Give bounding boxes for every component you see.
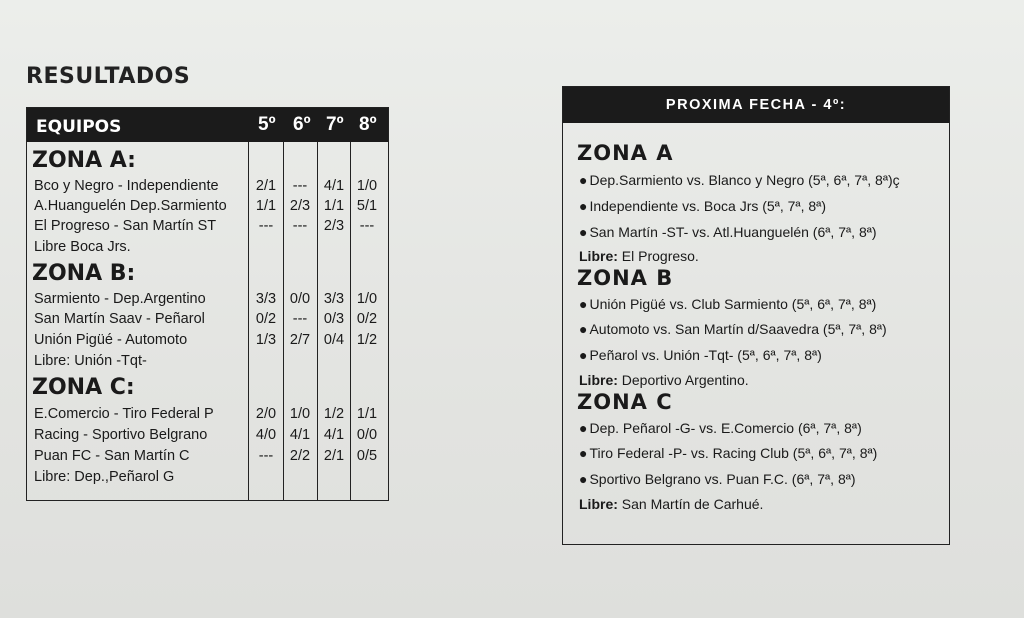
match-teams: E.Comercio - Tiro Federal P [34, 406, 214, 422]
fixture-item [579, 420, 862, 436]
zone-heading: ZONA C: [32, 375, 135, 400]
score-cell: 0/2 [255, 311, 277, 327]
table-row [27, 291, 388, 311]
bye-label: Libre: [579, 496, 618, 512]
fixture-text: Dep. Peñarol -G- vs. E.Comercio (6ª, 7ª, 8ª) [589, 420, 862, 436]
bullet-icon: ● [579, 172, 588, 188]
score-cell: --- [292, 218, 308, 234]
score-cell: 2/3 [289, 198, 311, 214]
bullet-icon: ● [579, 471, 588, 487]
score-cell: 1/0 [289, 406, 311, 422]
results-table [26, 107, 389, 501]
header-col-7: 7º [326, 114, 344, 135]
bye-team: Libre: Dep.,Peñarol G [34, 469, 175, 485]
bullet-icon: ● [579, 445, 588, 461]
table-row [27, 427, 388, 447]
score-cell: 1/3 [255, 332, 277, 348]
bye-label: Libre: [579, 248, 618, 264]
table-row [27, 311, 388, 331]
score-cell: 1/2 [356, 332, 378, 348]
fixture-item [579, 296, 876, 312]
score-cell: 2/3 [323, 218, 345, 234]
score-cell: 0/4 [323, 332, 345, 348]
score-cell: 1/1 [255, 198, 277, 214]
score-cell: 1/2 [323, 406, 345, 422]
bye-team: Deportivo Argentino. [617, 372, 749, 388]
fixture-item [579, 198, 826, 214]
score-cell: 2/2 [289, 448, 311, 464]
score-cell: --- [258, 218, 274, 234]
score-cell: 4/0 [255, 427, 277, 443]
bye-line [579, 248, 699, 264]
match-teams: El Progreso - San Martín ST [34, 218, 217, 234]
header-col-5: 5º [258, 114, 276, 135]
fixture-text: Peñarol vs. Unión -Tqt- (5ª, 6ª, 7ª, 8ª) [589, 347, 822, 363]
header-teams: EQUIPOS [36, 117, 122, 137]
score-cell: 3/3 [255, 291, 277, 307]
bullet-icon: ● [579, 321, 588, 337]
score-cell: 2/1 [323, 448, 345, 464]
score-cell: 1/1 [323, 198, 345, 214]
match-teams: Bco y Negro - Independiente [34, 178, 219, 194]
bye-label: Libre: [579, 372, 618, 388]
score-cell: 0/2 [356, 311, 378, 327]
fixture-text: Unión Pigüé vs. Club Sarmiento (5ª, 6ª, 7ª, 8ª) [589, 296, 877, 312]
table-row [27, 332, 388, 352]
bullet-icon: ● [579, 347, 588, 363]
header-col-6: 6º [293, 114, 311, 135]
zone-heading: ZONA B: [32, 261, 136, 286]
zone-heading: ZONA C [577, 390, 673, 414]
bye-line [579, 372, 749, 388]
match-teams: A.Huanguelén Dep.Sarmiento [34, 198, 227, 214]
table-row [27, 178, 388, 198]
results-header [27, 108, 388, 142]
next-fixture-box [562, 86, 950, 545]
score-cell: 0/3 [323, 311, 345, 327]
results-title: RESULTADOS [26, 64, 191, 89]
score-cell: 1/0 [356, 178, 378, 194]
score-cell: --- [258, 448, 274, 464]
score-cell: 0/0 [356, 427, 378, 443]
bye-team: Libre: Unión -Tqt- [34, 353, 147, 369]
zone-heading: ZONA A [577, 141, 674, 165]
bullet-icon: ● [579, 296, 588, 312]
fixture-text: Automoto vs. San Martín d/Saavedra (5ª, 7ª, 8ª) [589, 321, 887, 337]
score-cell: 2/0 [255, 406, 277, 422]
score-cell: 1/1 [356, 406, 378, 422]
score-cell: 4/1 [289, 427, 311, 443]
fixture-text: San Martín -ST- vs. Atl.Huanguelén (6ª, 7ª, 8ª) [589, 224, 877, 240]
fixture-text: Sportivo Belgrano vs. Puan F.C. (6ª, 7ª, 8ª) [589, 471, 856, 487]
bye-line [579, 496, 763, 512]
score-cell: 4/1 [323, 178, 345, 194]
score-cell: --- [359, 218, 375, 234]
zone-heading: ZONA A: [32, 148, 136, 173]
bullet-icon: ● [579, 224, 588, 240]
bye-team: El Progreso. [617, 248, 699, 264]
match-teams: Puan FC - San Martín C [34, 448, 190, 464]
fixture-item [579, 445, 877, 461]
fixture-text: Independiente vs. Boca Jrs (5ª, 7ª, 8ª) [589, 198, 827, 214]
score-cell: 2/1 [255, 178, 277, 194]
next-fixture-title: PROXIMA FECHA - 4º: [563, 87, 949, 123]
score-cell: --- [292, 178, 308, 194]
fixture-item [579, 321, 887, 337]
score-cell: 3/3 [323, 291, 345, 307]
score-cell: 0/5 [356, 448, 378, 464]
bye-team: Libre Boca Jrs. [34, 239, 131, 255]
fixture-text: Dep.Sarmiento vs. Blanco y Negro (5ª, 6ª, 7ª, 8ª)ç [589, 172, 900, 188]
table-row [27, 406, 388, 426]
header-col-8: 8º [359, 114, 377, 135]
table-row [27, 448, 388, 468]
table-row [27, 218, 388, 238]
table-row [27, 198, 388, 218]
match-teams: Unión Pigüé - Automoto [34, 332, 188, 348]
zone-heading: ZONA B [577, 266, 674, 290]
match-teams: Racing - Sportivo Belgrano [34, 427, 208, 443]
score-cell: 0/0 [289, 291, 311, 307]
score-cell: --- [292, 311, 308, 327]
match-teams: Sarmiento - Dep.Argentino [34, 291, 206, 307]
score-cell: 1/0 [356, 291, 378, 307]
score-cell: 5/1 [356, 198, 378, 214]
match-teams: San Martín Saav - Peñarol [34, 311, 205, 327]
bullet-icon: ● [579, 198, 588, 214]
bye-team: San Martín de Carhué. [617, 496, 764, 512]
fixture-item [579, 347, 822, 363]
fixture-item [579, 172, 900, 188]
score-cell: 4/1 [323, 427, 345, 443]
bullet-icon: ● [579, 420, 588, 436]
fixture-item [579, 471, 856, 487]
fixture-item [579, 224, 877, 240]
score-cell: 2/7 [289, 332, 311, 348]
fixture-text: Tiro Federal -P- vs. Racing Club (5ª, 6ª, 7ª, 8ª) [589, 445, 878, 461]
